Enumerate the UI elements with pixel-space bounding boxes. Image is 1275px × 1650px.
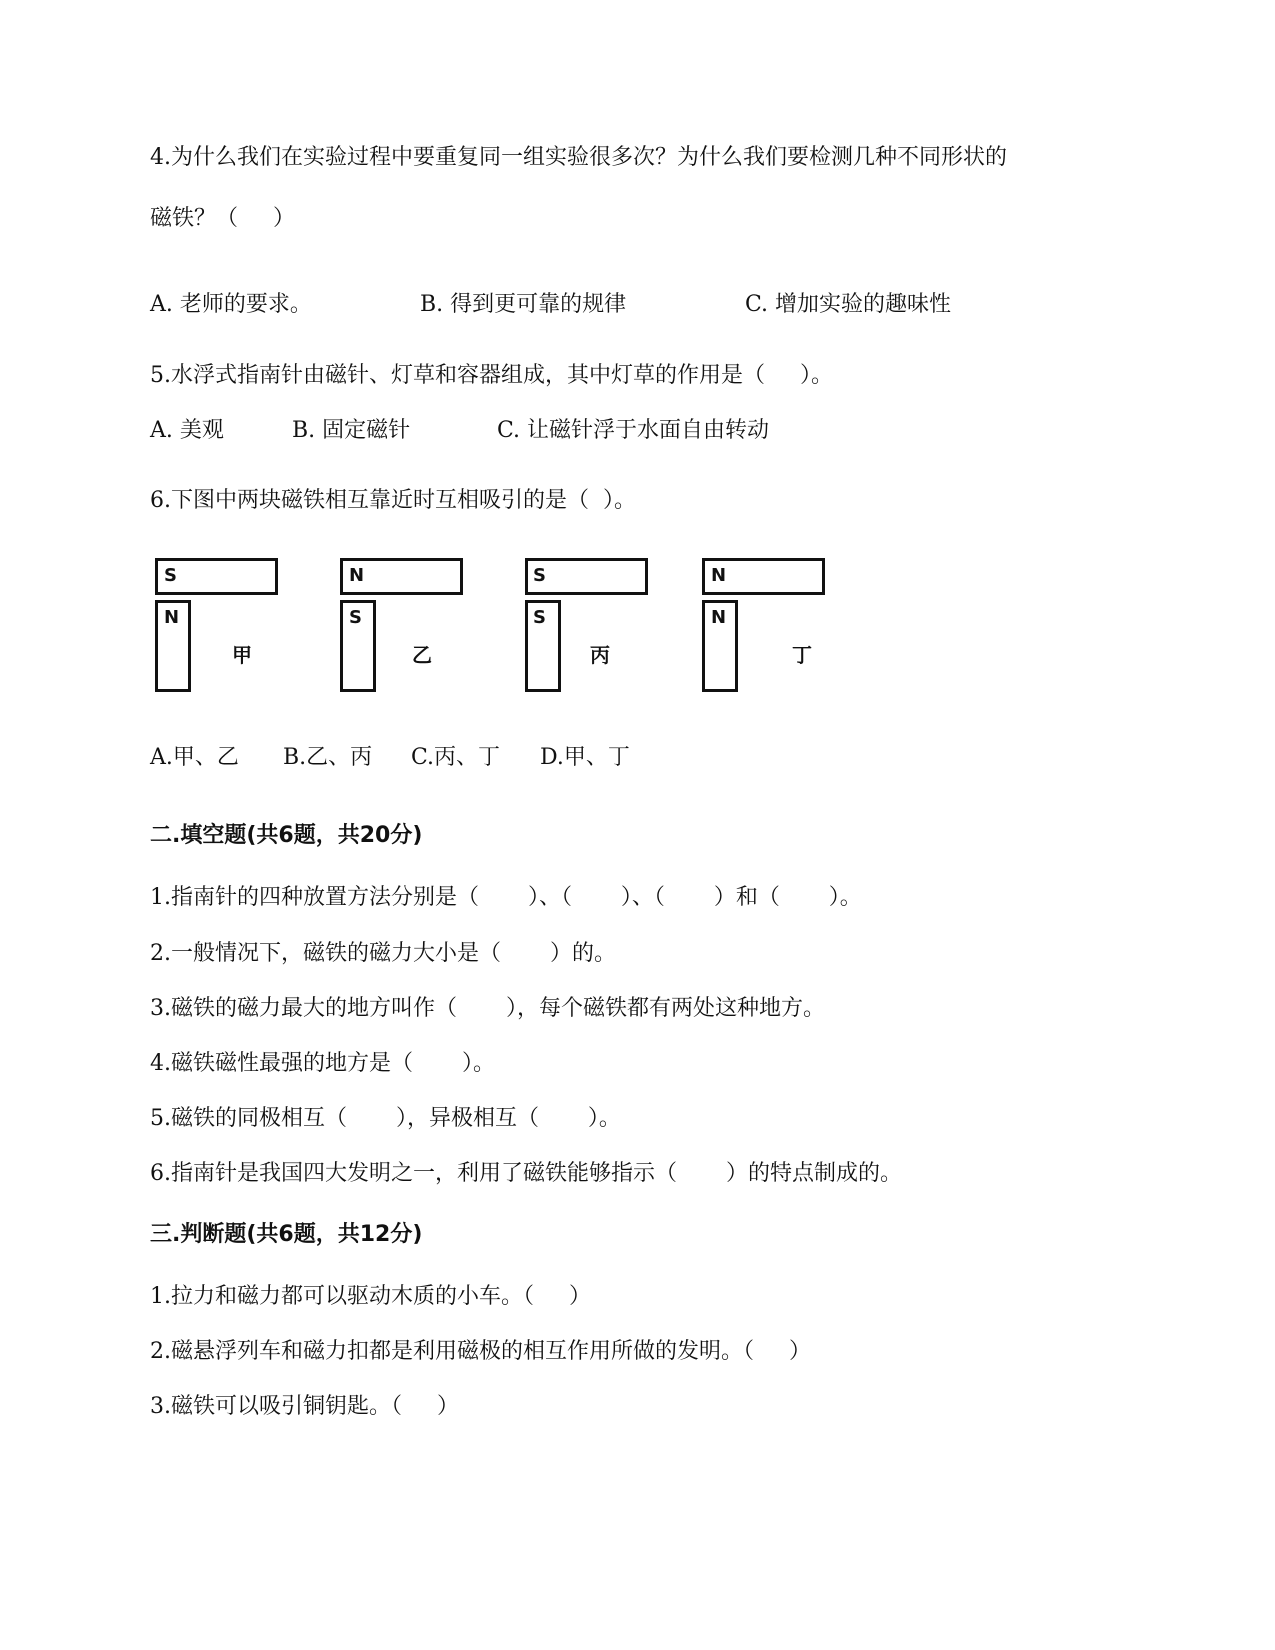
pole-ding-top: N <box>711 565 727 586</box>
q4-option-b: B. 得到更可靠的规律 <box>420 292 627 317</box>
fill-question-5: 5.磁铁的同极相互（ ），异极相互（ ）。 <box>150 1106 621 1131</box>
pole-yi-bottom: S <box>349 607 362 628</box>
judge-question-2: 2.磁悬浮列车和磁力扣都是利用磁极的相互作用所做的发明。（ ） <box>150 1339 811 1364</box>
fill-question-3: 3.磁铁的磁力最大的地方叫作（ ），每个磁铁都有两处这种地方。 <box>150 996 825 1021</box>
fill-question-1: 1.指南针的四种放置方法分别是（ ）、（ ）、（ ）和（ ）。 <box>150 885 862 910</box>
pole-bing-top: S <box>533 565 546 586</box>
q6-option-b: B.乙、丙 <box>283 745 373 770</box>
question-4-line-1: 4.为什么我们在实验过程中要重复同一组实验很多次？为什么我们要检测几种不同形状的 <box>150 145 1007 170</box>
pole-jia-top: S <box>164 565 177 586</box>
pole-yi-top: N <box>349 565 365 586</box>
question-6: 6.下图中两块磁铁相互靠近时互相吸引的是（ ）。 <box>150 488 636 513</box>
q5-option-a: A. 美观 <box>150 418 224 443</box>
pole-bing-bottom: S <box>533 607 546 628</box>
q6-option-d: D.甲、丁 <box>540 745 630 770</box>
question-5: 5.水浮式指南针由磁针、灯草和容器组成，其中灯草的作用是（ ）。 <box>150 363 833 388</box>
q5-option-c: C. 让磁针浮于水面自由转动 <box>497 418 770 443</box>
q6-option-a: A.甲、乙 <box>150 745 239 770</box>
q5-option-b: B. 固定磁针 <box>292 418 411 443</box>
figure-label-yi: 乙 <box>412 643 432 667</box>
section-heading-true-false: 三.判断题(共6题，共12分) <box>150 1222 423 1247</box>
fill-question-2: 2.一般情况下，磁铁的磁力大小是（ ）的。 <box>150 941 616 966</box>
q6-option-c: C.丙、丁 <box>411 745 501 770</box>
figure-label-jia: 甲 <box>232 643 252 667</box>
q4-option-a: A. 老师的要求。 <box>150 292 312 317</box>
section-heading-fill-in: 二.填空题(共6题，共20分) <box>150 823 423 848</box>
figure-label-bing: 丙 <box>590 643 610 667</box>
judge-question-3: 3.磁铁可以吸引铜钥匙。（ ） <box>150 1394 459 1419</box>
pole-jia-bottom: N <box>164 607 180 628</box>
q4-option-c: C. 增加实验的趣味性 <box>745 292 952 317</box>
fill-question-4: 4.磁铁磁性最强的地方是（ ）。 <box>150 1051 495 1076</box>
figure-label-ding: 丁 <box>792 643 812 667</box>
pole-ding-bottom: N <box>711 607 727 628</box>
judge-question-1: 1.拉力和磁力都可以驱动木质的小车。（ ） <box>150 1284 591 1309</box>
fill-question-6: 6.指南针是我国四大发明之一，利用了磁铁能够指示（ ）的特点制成的。 <box>150 1161 902 1186</box>
question-4-line-2: 磁铁？（ ） <box>150 206 295 231</box>
